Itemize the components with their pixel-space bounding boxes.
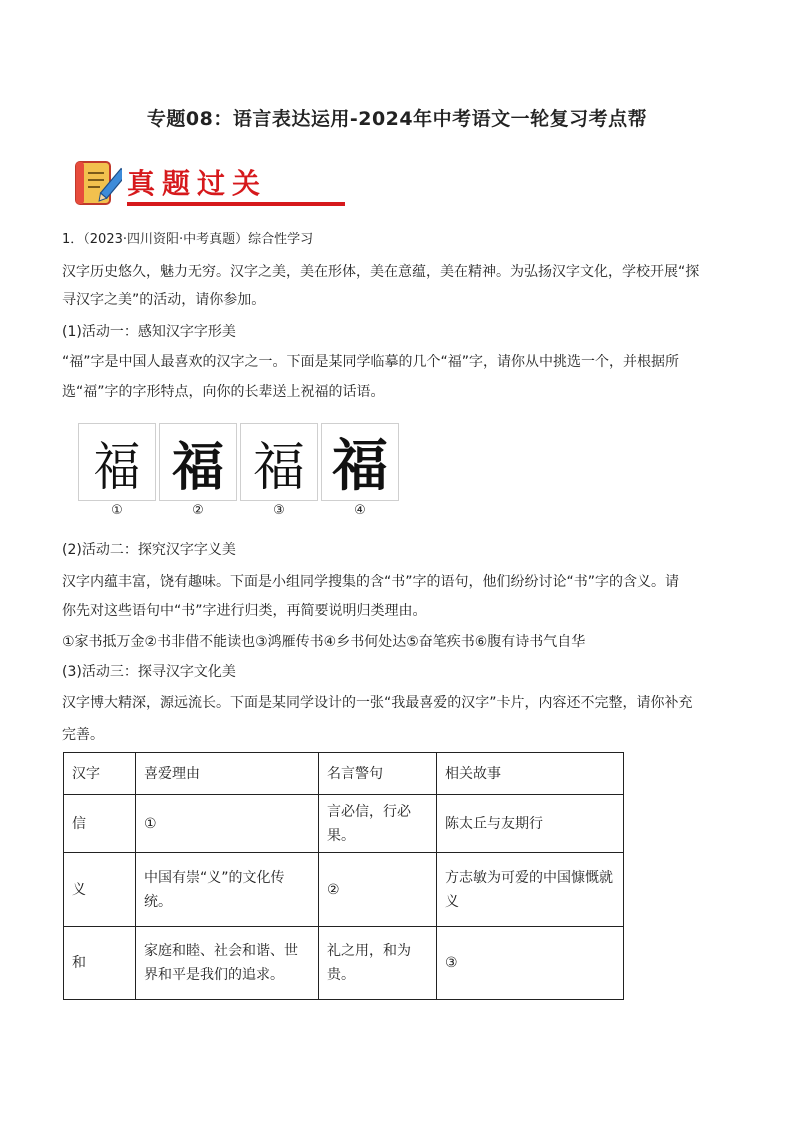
table-cell: 方志敏为可爱的中国慷慨就义	[437, 853, 624, 927]
header-cell: 名言警句	[319, 753, 437, 795]
table-cell: ③	[437, 927, 624, 1000]
table-cell: 中国有崇“义”的文化传统。	[136, 853, 319, 927]
activity-3-title: (3)活动三：探寻汉字文化美	[62, 664, 236, 680]
table-row	[64, 853, 624, 927]
fu-label-1: ①	[111, 503, 123, 518]
intro-line-1: 汉字历史悠久，魅力无穷。汉字之美，美在形体，美在意蕴，美在精神。为弘扬汉字文化，学校开展“探	[62, 264, 700, 280]
question-header: 1．（2023·四川资阳·中考真题）综合性学习	[62, 232, 314, 247]
activity-3-line-2: 完善。	[62, 727, 104, 743]
activity-2-line-1: 汉字内蕴丰富，饶有趣味。下面是小组同学搜集的含“书”字的语句，他们纷纷讨论“书”字的含义。请	[62, 574, 680, 590]
header-cell: 喜爱理由	[136, 753, 319, 795]
table-row	[64, 927, 624, 1000]
activity-1-title: (1)活动一：感知汉字字形美	[62, 324, 236, 340]
fu-character-2: 福	[159, 423, 237, 501]
notebook-pencil-icon	[72, 158, 122, 208]
table-cell: ①	[136, 795, 319, 853]
activity-2-title: (2)活动二：探究汉字字义美	[62, 542, 236, 558]
activity-1-line-2: 选“福”字的字形特点，向你的长辈送上祝福的话语。	[62, 384, 385, 400]
table-cell: 和	[64, 927, 136, 1000]
favorite-character-card-table	[63, 752, 624, 1000]
table-cell: ②	[319, 853, 437, 927]
table-cell: 陈太丘与友期行	[437, 795, 624, 853]
table-cell: 家庭和睦、社会和谐、世界和平是我们的追求。	[136, 927, 319, 1000]
activity-1-line-1: “福”字是中国人最喜欢的汉字之一。下面是某同学临摹的几个“福”字，请你从中挑选一个，并根据所	[62, 354, 680, 370]
table-cell: 义	[64, 853, 136, 927]
table-row	[64, 795, 624, 853]
fu-label-4: ④	[354, 503, 366, 518]
banner-underline	[127, 202, 345, 206]
fu-character-3: 福	[240, 423, 318, 501]
intro-line-2: 寻汉字之美”的活动，请你参加。	[62, 292, 266, 308]
document-title: 专题08：语言表达运用-2024年中考语文一轮复习考点帮	[146, 108, 648, 130]
table-cell: 言必信，行必果。	[319, 795, 437, 853]
activity-2-items: ①家书抵万金②书非借不能读也③鸿雁传书④乡书何处达⑤奋笔疾书⑥腹有诗书气自华	[62, 634, 586, 650]
table-cell: 礼之用，和为贵。	[319, 927, 437, 1000]
fu-character-1: 福	[78, 423, 156, 501]
activity-3-line-1: 汉字博大精深，源远流长。下面是某同学设计的一张“我最喜爱的汉字”卡片，内容还不完整，请你补充	[62, 695, 693, 711]
header-cell: 相关故事	[437, 753, 624, 795]
header-cell: 汉字	[64, 753, 136, 795]
table-header-row	[64, 753, 624, 795]
activity-2-line-2: 你先对这些语句中“书”字进行归类，再简要说明归类理由。	[62, 603, 427, 619]
banner-title: 真题过关	[127, 167, 268, 200]
fu-label-2: ②	[192, 503, 204, 518]
table-cell: 信	[64, 795, 136, 853]
fu-label-3: ③	[273, 503, 285, 518]
fu-character-4: 福	[321, 423, 399, 501]
